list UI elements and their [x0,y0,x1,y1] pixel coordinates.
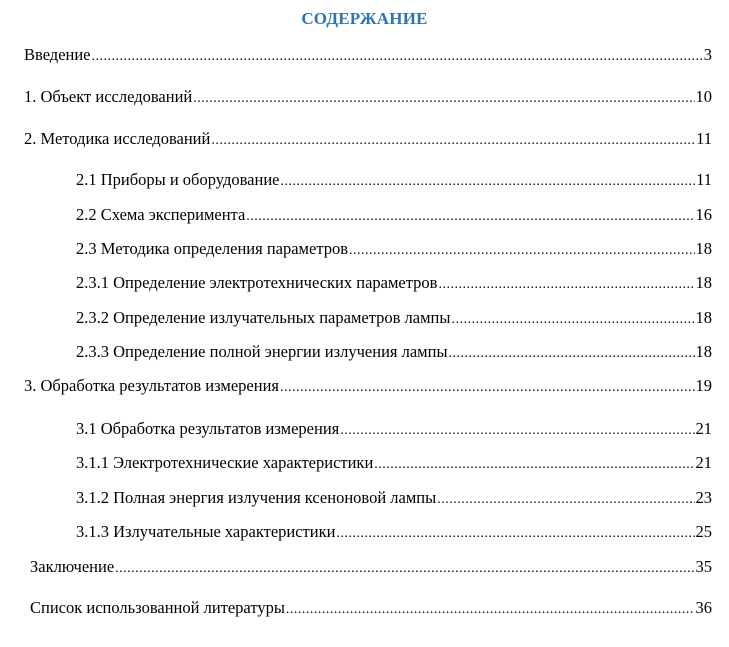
toc-entry-page: 11 [696,129,712,148]
toc-entry-section-2[interactable] [24,129,712,151]
toc-entry-page: 19 [695,376,712,395]
toc-entry-page: 18 [695,342,712,361]
toc-entry-label: 2.3.3 Определение полной энергии излучения лампы [76,342,448,361]
toc-entry-conclusion[interactable] [30,557,712,579]
toc-entry-label: 3.1.3 Излучательные характеристики [76,522,336,541]
toc-entry-label: 3.1.1 Электротехнические характеристики [76,453,374,472]
toc-entry-label: 3. Обработка результатов измерения [24,376,280,395]
toc-dot-leader [340,419,694,441]
toc-dot-leader [438,273,694,295]
toc-entry-label: 2.2 Схема эксперимента [76,205,246,224]
toc-entry-label: 3.1.2 Полная энергия излучения ксеноновой лампы [76,488,437,507]
toc-entry-label: 1. Объект исследований [24,87,193,106]
toc-title: СОДЕРЖАНИЕ [301,9,428,28]
toc-entry-label: Введение [24,45,91,64]
toc-dot-leader [193,87,694,109]
toc-entry-label: 2.3 Методика определения параметров [76,239,349,258]
toc-entry-page: 10 [695,87,712,106]
toc-dot-leader [246,205,694,227]
toc-dot-leader [286,598,695,620]
toc-entry-label: 2.3.2 Определение излучательных параметров лампы [76,308,451,327]
toc-dot-leader [451,308,694,330]
toc-entry-page: 25 [695,522,712,541]
toc-entry-label: 2.3.1 Определение электротехнических параметров [76,273,438,292]
toc-entry-section-2-3-1[interactable] [76,273,712,295]
toc-dot-leader [115,557,694,579]
toc-entry-section-1[interactable] [24,87,712,109]
toc-entry-section-3-1-2[interactable] [76,488,712,510]
toc-entry-section-3-1-1[interactable] [76,453,712,475]
toc-dot-leader [449,342,695,364]
toc-entry-section-3[interactable] [24,376,712,398]
toc-dot-leader [437,488,694,510]
toc-entry-page: 35 [695,557,712,576]
toc-entry-page: 16 [695,205,712,224]
toc-dot-leader [280,376,694,398]
toc-dot-leader [280,170,695,192]
toc-entry-label: 2. Методика исследований [24,129,211,148]
toc-entry-page: 11 [696,170,712,189]
toc-entry-page: 23 [695,488,712,507]
toc-entry-section-2-3-3[interactable] [76,342,712,364]
toc-entry-label: 3.1 Обработка результатов измерения [76,419,340,438]
toc-entry-page: 21 [695,453,712,472]
toc-entry-page: 18 [695,273,712,292]
toc-entry-section-2-2[interactable] [76,205,712,227]
toc-entry-page: 21 [695,419,712,438]
toc-dot-leader [374,453,694,475]
toc-dot-leader [336,522,694,544]
toc-entry-section-2-3-2[interactable] [76,308,712,330]
toc-entry-page: 18 [695,239,712,258]
toc-entry-section-2-3[interactable] [76,239,712,261]
toc-entry-introduction[interactable] [24,45,712,67]
toc-entry-page: 36 [695,598,712,617]
toc-entry-label: Заключение [30,557,115,576]
toc-entry-label: Список использованной литературы [30,598,285,617]
toc-dot-leader [92,45,703,67]
toc-entry-page: 3 [703,45,712,64]
toc-entry-section-2-1[interactable] [76,170,712,192]
toc-entry-page: 18 [695,308,712,327]
toc-entry-section-3-1-3[interactable] [76,522,712,544]
toc-dot-leader [211,129,695,151]
toc-dot-leader [349,239,694,261]
toc-entry-label: 2.1 Приборы и оборудование [76,170,280,189]
toc-entry-section-3-1[interactable] [76,419,712,441]
toc-entry-references[interactable] [30,598,712,620]
